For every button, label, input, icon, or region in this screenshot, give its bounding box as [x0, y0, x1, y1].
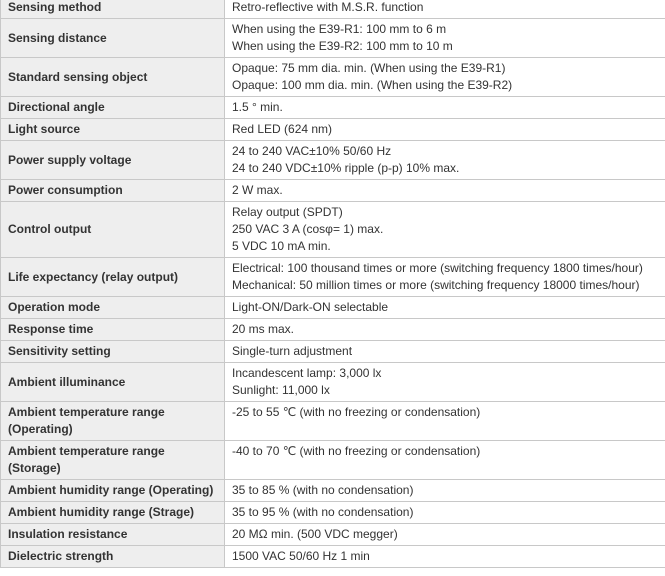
spec-label-standard-sensing-object: Standard sensing object — [1, 58, 225, 97]
spec-value-power-supply-voltage — [225, 141, 665, 180]
table-row — [1, 258, 665, 297]
spec-value-line: Incandescent lamp: 3,000 lx — [232, 366, 382, 380]
table-row — [1, 0, 665, 19]
spec-value-sensitivity-setting — [225, 341, 665, 363]
spec-value-line: When using the E39-R1: 100 mm to 6 m — [232, 22, 447, 36]
spec-value-line: Electrical: 100 thousand times or more (switching frequency 1800 times/hour) — [232, 261, 643, 275]
spec-value-line: 1500 VAC 50/60 Hz 1 min — [232, 549, 370, 563]
spec-value-insulation-resistance — [225, 524, 665, 546]
spec-label-ambient-temperature-operating — [1, 402, 225, 441]
spec-value-control-output — [225, 202, 665, 258]
table-row — [1, 441, 665, 480]
spec-label-sensing-method: Sensing method — [1, 0, 225, 19]
table-row — [1, 19, 665, 58]
spec-value-line: 20 MΩ min. (500 VDC megger) — [232, 527, 398, 541]
spec-label-ambient-humidity-operating: Ambient humidity range (Operating) — [1, 480, 225, 502]
spec-value-sensing-distance — [225, 19, 665, 58]
table-row — [1, 363, 665, 402]
spec-label-insulation-resistance: Insulation resistance — [1, 524, 225, 546]
spec-value-line: 35 to 95 % (with no condensation) — [232, 505, 414, 519]
spec-value-light-source — [225, 119, 665, 141]
table-row — [1, 502, 665, 524]
spec-label-line: Ambient temperature range — [8, 444, 165, 458]
spec-value-life-expectancy — [225, 258, 665, 297]
table-row — [1, 402, 665, 441]
spec-value-ambient-humidity-operating — [225, 480, 665, 502]
spec-label-life-expectancy: Life expectancy (relay output) — [1, 258, 225, 297]
spec-value-directional-angle — [225, 97, 665, 119]
spec-value-line: 20 ms max. — [232, 322, 295, 336]
table-row — [1, 546, 665, 568]
spec-label-control-output: Control output — [1, 202, 225, 258]
table-row — [1, 341, 665, 363]
table-row — [1, 480, 665, 502]
spec-value-line: Retro-reflective with M.S.R. function — [232, 0, 424, 14]
table-row — [1, 297, 665, 319]
spec-value-ambient-illuminance — [225, 363, 665, 402]
spec-value-line: 2 W max. — [232, 183, 283, 197]
spec-value-line: 250 VAC 3 A (cosφ= 1) max. — [232, 222, 384, 236]
spec-value-line: Relay output (SPDT) — [232, 205, 343, 219]
spec-label-power-supply-voltage: Power supply voltage — [1, 141, 225, 180]
spec-label-operation-mode: Operation mode — [1, 297, 225, 319]
spec-value-ambient-temperature-storage — [225, 441, 665, 480]
table-row — [1, 202, 665, 258]
spec-value-line: 24 to 240 VAC±10% 50/60 Hz — [232, 144, 392, 158]
spec-value-sensing-method — [225, 0, 665, 19]
table-row — [1, 524, 665, 546]
spec-label-ambient-temperature-storage — [1, 441, 225, 480]
spec-value-line: -25 to 55 ℃ (with no freezing or condensation) — [232, 405, 481, 419]
spec-value-standard-sensing-object — [225, 58, 665, 97]
spec-label-response-time: Response time — [1, 319, 225, 341]
spec-label-dielectric-strength: Dielectric strength — [1, 546, 225, 568]
spec-value-line: When using the E39-R2: 100 mm to 10 m — [232, 39, 453, 53]
spec-value-operation-mode — [225, 297, 665, 319]
spec-value-ambient-humidity-storage — [225, 502, 665, 524]
spec-value-line: Light-ON/Dark-ON selectable — [232, 300, 389, 314]
spec-value-dielectric-strength — [225, 546, 665, 568]
spec-label-power-consumption: Power consumption — [1, 180, 225, 202]
spec-value-line: Red LED (624 nm) — [232, 122, 333, 136]
table-row — [1, 141, 665, 180]
spec-value-ambient-temperature-operating — [225, 402, 665, 441]
table-row — [1, 58, 665, 97]
spec-value-line: 1.5 ° min. — [232, 100, 283, 114]
spec-label-line: (Storage) — [8, 461, 61, 475]
spec-value-line: 24 to 240 VDC±10% ripple (p-p) 10% max. — [232, 161, 460, 175]
spec-value-line: Opaque: 75 mm dia. min. (When using the E39-R1) — [232, 61, 506, 75]
spec-label-line: Ambient temperature range — [8, 405, 165, 419]
spec-value-power-consumption — [225, 180, 665, 202]
table-row — [1, 319, 665, 341]
spec-value-line: Sunlight: 11,000 lx — [232, 383, 330, 397]
spec-value-line: 5 VDC 10 mA min. — [232, 239, 331, 253]
spec-value-line: 35 to 85 % (with no condensation) — [232, 483, 414, 497]
spec-value-line: Single-turn adjustment — [232, 344, 353, 358]
spec-label-ambient-humidity-storage: Ambient humidity range (Strage) — [1, 502, 225, 524]
spec-label-line: (Operating) — [8, 422, 73, 436]
spec-label-light-source: Light source — [1, 119, 225, 141]
spec-value-line: Mechanical: 50 million times or more (switching frequency 18000 times/hour) — [232, 278, 640, 292]
spec-label-sensing-distance: Sensing distance — [1, 19, 225, 58]
spec-value-line: -40 to 70 ℃ (with no freezing or condensation) — [232, 444, 481, 458]
spec-label-sensitivity-setting: Sensitivity setting — [1, 341, 225, 363]
spec-value-response-time — [225, 319, 665, 341]
spec-value-line: Opaque: 100 mm dia. min. (When using the E39-R2) — [232, 78, 513, 92]
table-row — [1, 97, 665, 119]
table-row — [1, 119, 665, 141]
spec-label-directional-angle: Directional angle — [1, 97, 225, 119]
spec-label-ambient-illuminance: Ambient illuminance — [1, 363, 225, 402]
table-row — [1, 180, 665, 202]
